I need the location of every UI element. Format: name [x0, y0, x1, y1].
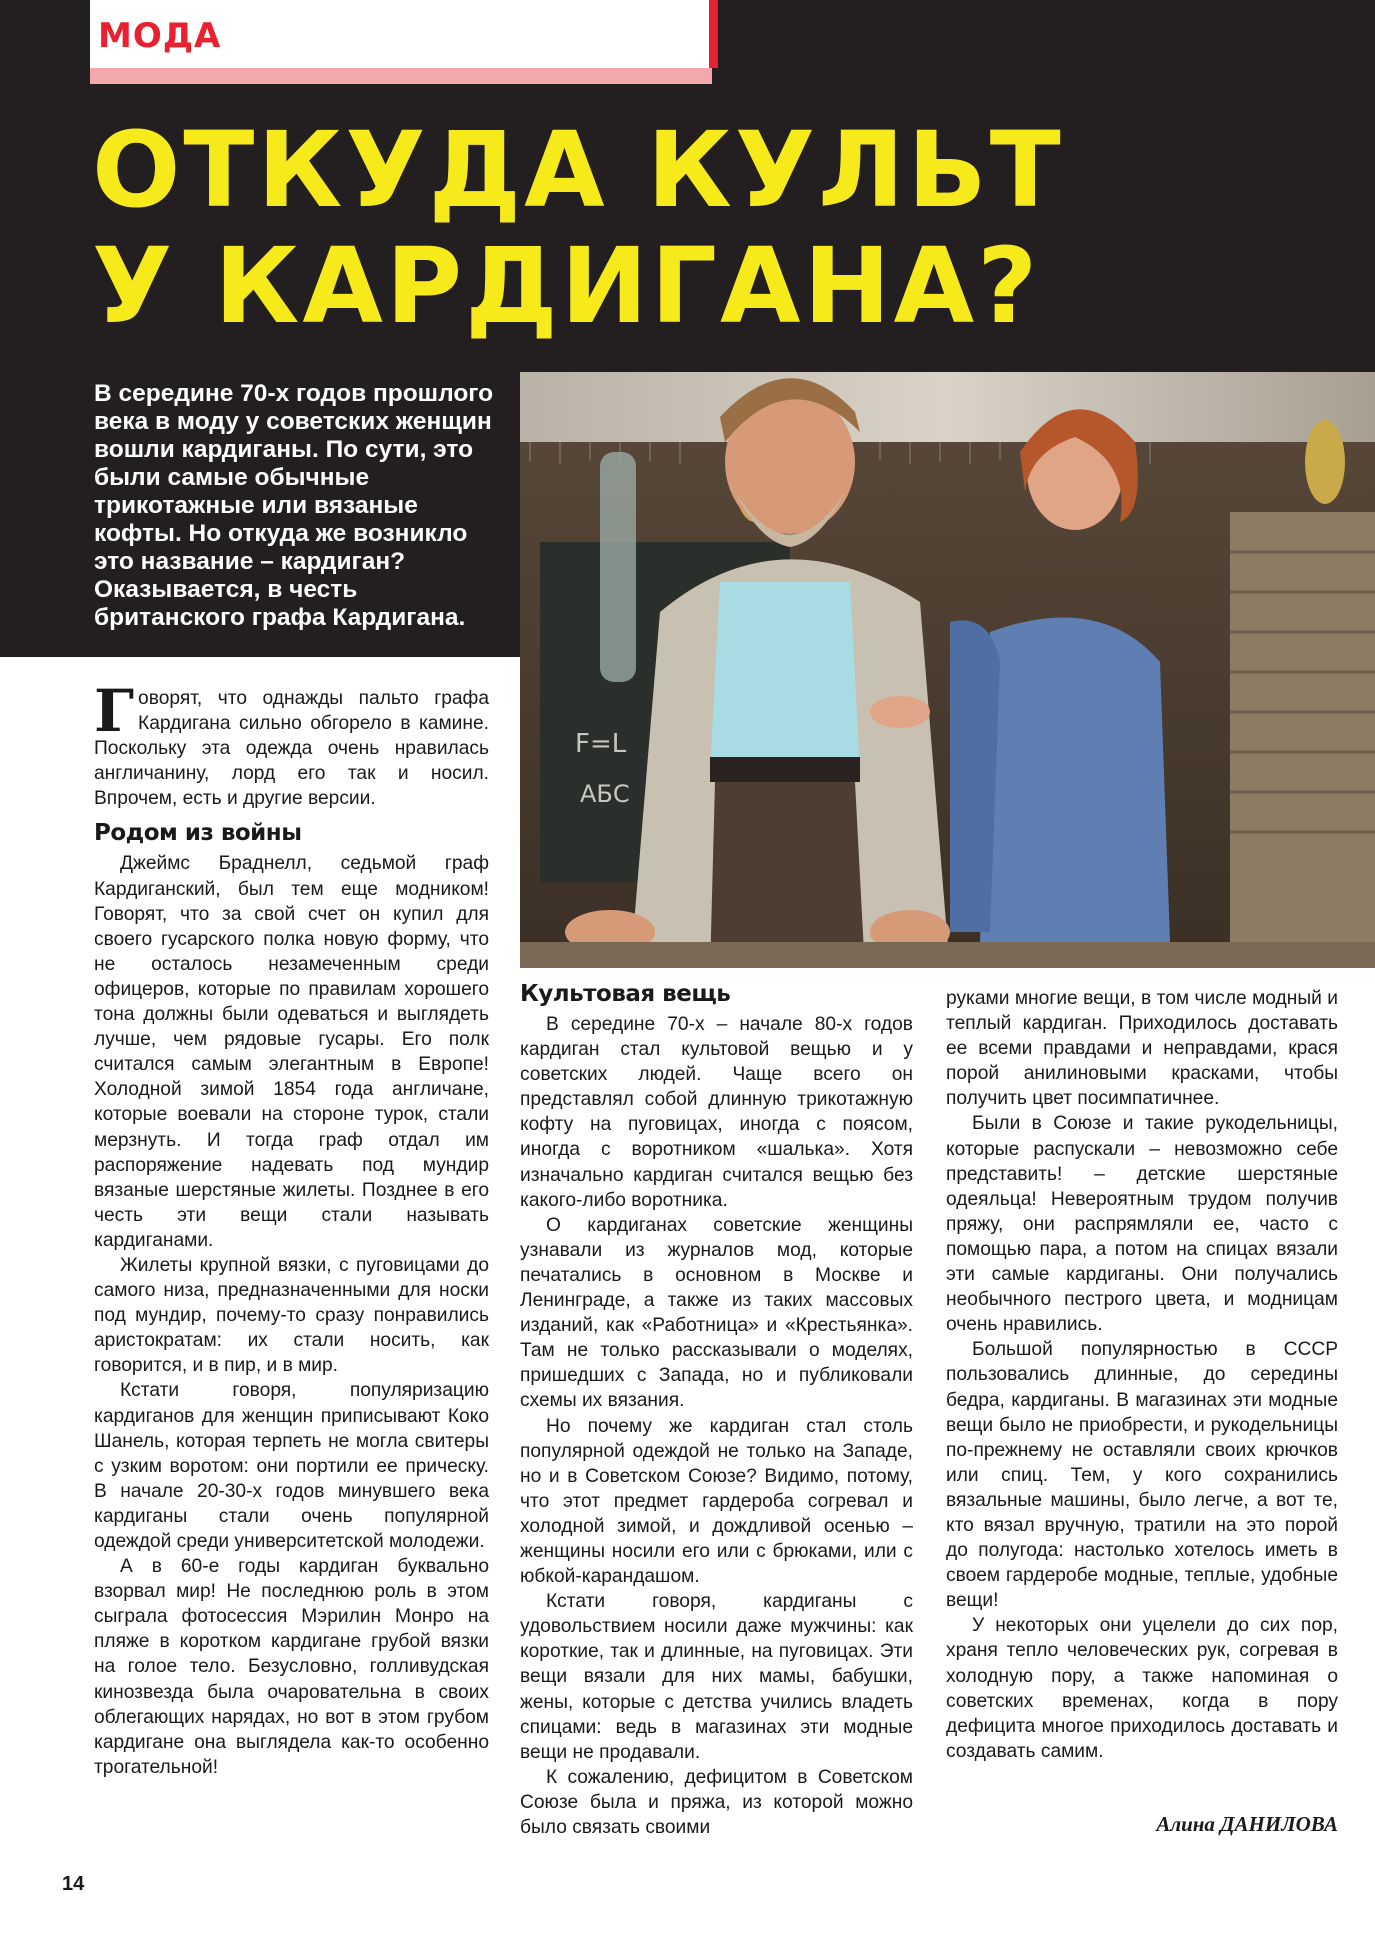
- article-column-3: [946, 986, 1338, 1764]
- rubric-accent-bar: [709, 0, 718, 68]
- article-column-2: [520, 980, 913, 1840]
- subheading-cult-item: Культовая вещь: [520, 981, 731, 1007]
- paragraph: руками многие вещи, в том числе модный и теплый кардиган. Приходилось доставать ее всеми правдами и неправдами, крася порой анилиновыми красками, чтобы получить цвет посимпатичнее.: [946, 988, 1338, 1110]
- paragraph: О кардиганах советские женщины узнавали из журналов мод, которые печатались в основном в Москве и Ленинграде, а также из таких массовых изданий, как «Работница» и «Крестьянка». Там не только рассказывали о моделях, пришедших с Запада, но и публиковали схемы их вязания.: [520, 1214, 913, 1412]
- paragraph: Жилеты крупной вязки, с пуговицами до самого низа, предназначенными для носки под мундир, почему-то сразу понравились аристократам: их стали носить, как говорится, и в пир, и в мир.: [94, 1254, 489, 1377]
- lead-paragraph: В середине 70-х годов прошлого века в моду у советских женщин вошли кардиганы. По сути, это были самые обычные трикотажные или вязаные кофты. Но откуда же возникло это название – кардиган? Оказывается, в честь британского графа Кардигана.: [94, 380, 494, 631]
- paragraph: Но почему же кардиган стал столь популярной одеждой не только на Западе, но и в Советском Союзе? Видимо, потому, что этот предмет гардероба согревал и холодной зимой, и дождливой осенью – женщины носили его или с брюками, или с юбкой-карандашом.: [520, 1415, 913, 1588]
- article-column-1: [94, 677, 489, 1780]
- paragraph: Кстати говоря, кардиганы с удовольствием носили даже мужчины: как короткие, так и длинные, на пуговицах. Эти вещи вязали для них мамы, бабушки, жены, которые с детства учились владеть спицами: ведь в магазинах эти модные вещи не продавали.: [520, 1591, 913, 1763]
- headline-line-2: У КАРДИГАНА?: [92, 225, 1041, 347]
- intro-text: оворят, что однажды пальто графа Кардигана сильно обгорело в камине. Поскольку эта одежда очень нравилась англичанину, лорд его так и носил. Впрочем, есть и другие версии.: [94, 688, 489, 810]
- intro-paragraph: [94, 677, 489, 811]
- photo-illustration: [520, 372, 1375, 968]
- paragraph: В середине 70-х – начале 80-х годов кардиган стал культовой вещью и у советских людей. Чаще всего он представлял собой длинную трикотажную кофту на пуговицах, иногда с поясом, иногда с воротником «шалька». Хотя изначально кардиган считался вещью без какого-либо воротника.: [520, 1014, 913, 1211]
- paragraph: К сожалению, дефицитом в Советском Союзе была и пряжа, из которой можно было связать своими: [520, 1766, 913, 1838]
- headline: [92, 109, 1292, 347]
- dropcap: Г: [94, 677, 135, 745]
- paragraph: У некоторых они уцелели до сих пор, храня тепло человеческих рук, согревая в холодную пору, а также напоминая о советских временах, когда в пору дефицита многое приходилось доставать и создавать самим.: [946, 1615, 1338, 1762]
- paragraph: А в 60-е годы кардиган буквально взорвал мир! Не последнюю роль в этом сыграла фотосессия Мэрилин Монро на пляже в коротком кардигане грубой вязки на голое тело. Безусловно, голливудская кинозвезда была очаровательна в своих облегающих нарядах, но вот в этом грубом кардигане она выглядела как-то особенно трогательной!: [94, 1556, 489, 1778]
- headline-line-1: ОТКУДА КУЛЬТ: [92, 109, 1064, 231]
- author-signature: Алина ДАНИЛОВА: [1156, 1812, 1338, 1836]
- paragraph: Кстати говоря, популяризацию кардиганов для женщин приписывают Коко Шанель, которая терпеть не могла свитеры с узким воротом: они портили ее прическу. В начале 20-30-х годов минувшего века кардиганы стали очень популярной одеждой среди университетской молодежи.: [94, 1380, 489, 1552]
- section-rubric: [90, 0, 712, 84]
- board-text-1: F=L: [575, 729, 627, 759]
- paragraph: Большой популярностью в СССР пользовались длинные, до середины бедра, кардиганы. В магазинах эти модные вещи было не приобрести, и рукодельницы по-прежнему не оставляли своих крючков или спиц. Тем, у кого сохранились вязальные машины, было легче, а вот те, кто вязал вручную, тратили на это порой до полугода: настолько хотелось иметь в своем гардеробе модные, теплые, удобные вещи!: [946, 1339, 1338, 1612]
- article-photo: [520, 372, 1375, 968]
- section-label: МОДА: [98, 16, 222, 56]
- paragraph: Были в Союзе и такие рукодельницы, которые распускали – невозможно себе представить! – детские шерстяные одеяльца! Невероятным трудом получив пряжу, они распрямляли ее, часто с помощью пара, а потом на спицах вязали эти самые кардиганы. Они получались необычного пестрого цвета, и модницам очень нравились.: [946, 1113, 1338, 1336]
- board-text-2: АБС: [580, 780, 630, 808]
- page-number: 14: [62, 1873, 85, 1895]
- subheading-war: Родом из войны: [94, 820, 302, 847]
- paragraph: Джеймс Браднелл, седьмой граф Кардиганский, был тем еще модником! Говорят, что за свой счет он купил для своего гусарского полка новую форму, что не осталось незамеченным среди офицеров, которые по правилам хорошего тона должны были одеваться и выглядеть лучше, чем рядовые гусары. Его полк считался самым элегантным в Европе! Холодной зимой 1854 года англичане, которые воевали на стороне турок, стали мерзнуть. И тогда граф отдал им распоряжение надевать под мундир вязаные шерстяные жилеты. Позднее в его честь эти вещи стали называть кардиганами.: [94, 853, 489, 1251]
